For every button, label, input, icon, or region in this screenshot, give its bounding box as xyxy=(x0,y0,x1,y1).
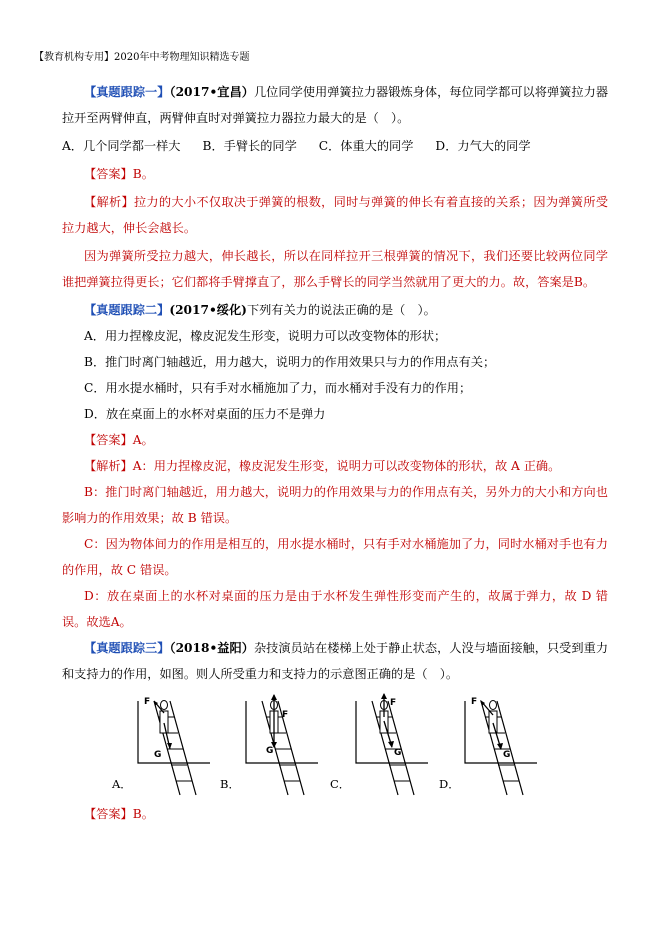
q3-figure-d-diagram xyxy=(457,693,549,798)
q2-option-a: A．用力捏橡皮泥，橡皮泥发生形变，说明力可以改变物体的形状； xyxy=(84,329,447,343)
q1-answer: 【答案】B。 xyxy=(84,167,154,181)
q3-figures xyxy=(62,693,608,801)
q3-figure-a xyxy=(112,693,222,801)
q3-tag: 【真题跟踪三】 xyxy=(84,641,170,655)
q3-figure-d xyxy=(439,693,549,801)
q2-source: (2017•绥化) xyxy=(169,303,247,317)
q3-figure-b-g: G xyxy=(266,746,274,756)
q3-stem xyxy=(62,635,608,687)
q2-tag: 【真题跟踪二】 xyxy=(84,303,170,317)
q3-figure-a-label: A． xyxy=(112,777,132,791)
q3-figure-b-label: B． xyxy=(220,777,240,791)
q3-figure-a-diagram xyxy=(130,693,222,798)
q1-analysis-tag: 【解析】 xyxy=(84,195,134,209)
q3-figure-b xyxy=(220,693,330,801)
q1-option-b: B．手臂长的同学 xyxy=(202,139,297,153)
q1-stem xyxy=(62,79,608,131)
q2-analysis-c: C：因为物体间力的作用是相互的，用水提水桶时，只有手对水桶施加了力，同时水桶对手也有力的作用，故 C 错误。 xyxy=(62,537,608,577)
q3-figure-c-f: F xyxy=(390,698,397,708)
q2-analysis-a xyxy=(62,453,608,479)
q2-stem-text: 下列有关力的说法正确的是（ ）。 xyxy=(246,303,436,317)
q1-stem-text: 几位同学使用弹簧拉力器锻炼身体，每位同学都可以将弹簧拉力器拉开至两臂伸直，两臂伸直时对弹簧拉力器拉力最大的是（ ）。 xyxy=(62,85,609,125)
q3-figure-d-g: G xyxy=(503,750,511,760)
q2-analysis-tag: 【解析】 xyxy=(84,459,133,473)
page-header: 【教育机构专用】2020年中考物理知识精选专题 xyxy=(34,52,250,63)
q2-analysis-d: D：放在桌面上的水杯对桌面的压力是由于水杯发生弹性形变而产生的，故属于弹力，故 D 错误。故选A。 xyxy=(62,589,608,629)
q2-analysis-b: B：推门时离门轴越近，用力越大，说明力的作用效果与力的作用点有关，另外力的大小和方向也影响力的作用效果；故 B 错误。 xyxy=(62,485,608,525)
q1-analysis-1 xyxy=(62,189,608,241)
q3-source: （2018•益阳） xyxy=(169,641,254,655)
q3-figure-b-diagram xyxy=(238,693,330,798)
q3-figure-c-label: C． xyxy=(330,777,351,791)
q1-option-d: D．力气大的同学 xyxy=(435,139,531,153)
q1-options xyxy=(62,133,608,159)
document-body xyxy=(62,79,608,827)
q1-tag: 【真题跟踪一】 xyxy=(84,85,170,99)
q2-option-b: B．推门时离门轴越近，用力越大，说明力的作用效果只与力的作用点有关； xyxy=(84,355,496,369)
q3-figure-c-g: G xyxy=(394,748,402,758)
q2-option-d: D．放在桌面上的水杯对桌面的压力不是弹力 xyxy=(84,407,326,421)
q2-stem xyxy=(62,297,608,323)
q1-option-c: C．体重大的同学 xyxy=(318,139,414,153)
q1-option-a: A．几个同学都一样大 xyxy=(62,139,181,153)
q2-answer: 【答案】A。 xyxy=(84,433,154,447)
q2-option-c: C．用水提水桶时，只有手对水桶施加了力，而水桶对手没有力的作用； xyxy=(84,381,472,395)
q3-figure-d-f: F xyxy=(471,697,478,707)
q1-analysis-2: 因为弹簧所受拉力越大，伸长越长，所以在同样拉开三根弹簧的情况下，我们还要比较两位同学谁把弹簧拉得更长；它们都将手臂撑直了，那么手臂长的同学当然就用了更大的力。故，答案是B。 xyxy=(62,249,608,289)
q3-figure-a-f: F xyxy=(144,697,151,707)
q3-figure-c xyxy=(330,693,440,801)
q1-analysis-1-text: 拉力的大小不仅取决于弹簧的根数，同时与弹簧的伸长有着直接的关系；因为弹簧所受拉力越大，伸长会越长。 xyxy=(62,195,609,235)
q1-source: （2017•宜昌） xyxy=(169,85,254,99)
q3-figure-a-g: G xyxy=(154,750,162,760)
q2-analysis-a-text: A：用力捏橡皮泥，橡皮泥发生形变，说明力可以改变物体的形状，故 A 正确。 xyxy=(132,459,561,473)
q3-answer: 【答案】B。 xyxy=(84,807,154,821)
q3-figure-c-diagram xyxy=(348,693,440,798)
q3-stem-text: 杂技演员站在楼梯上处于静止状态，人没与墙面接触，只受到重力和支持力的作用，如图。则人所受重力和支持力的示意图正确的是（ ）。 xyxy=(62,641,609,681)
q3-figure-b-f: F xyxy=(282,710,289,720)
q3-figure-d-label: D． xyxy=(439,777,460,791)
